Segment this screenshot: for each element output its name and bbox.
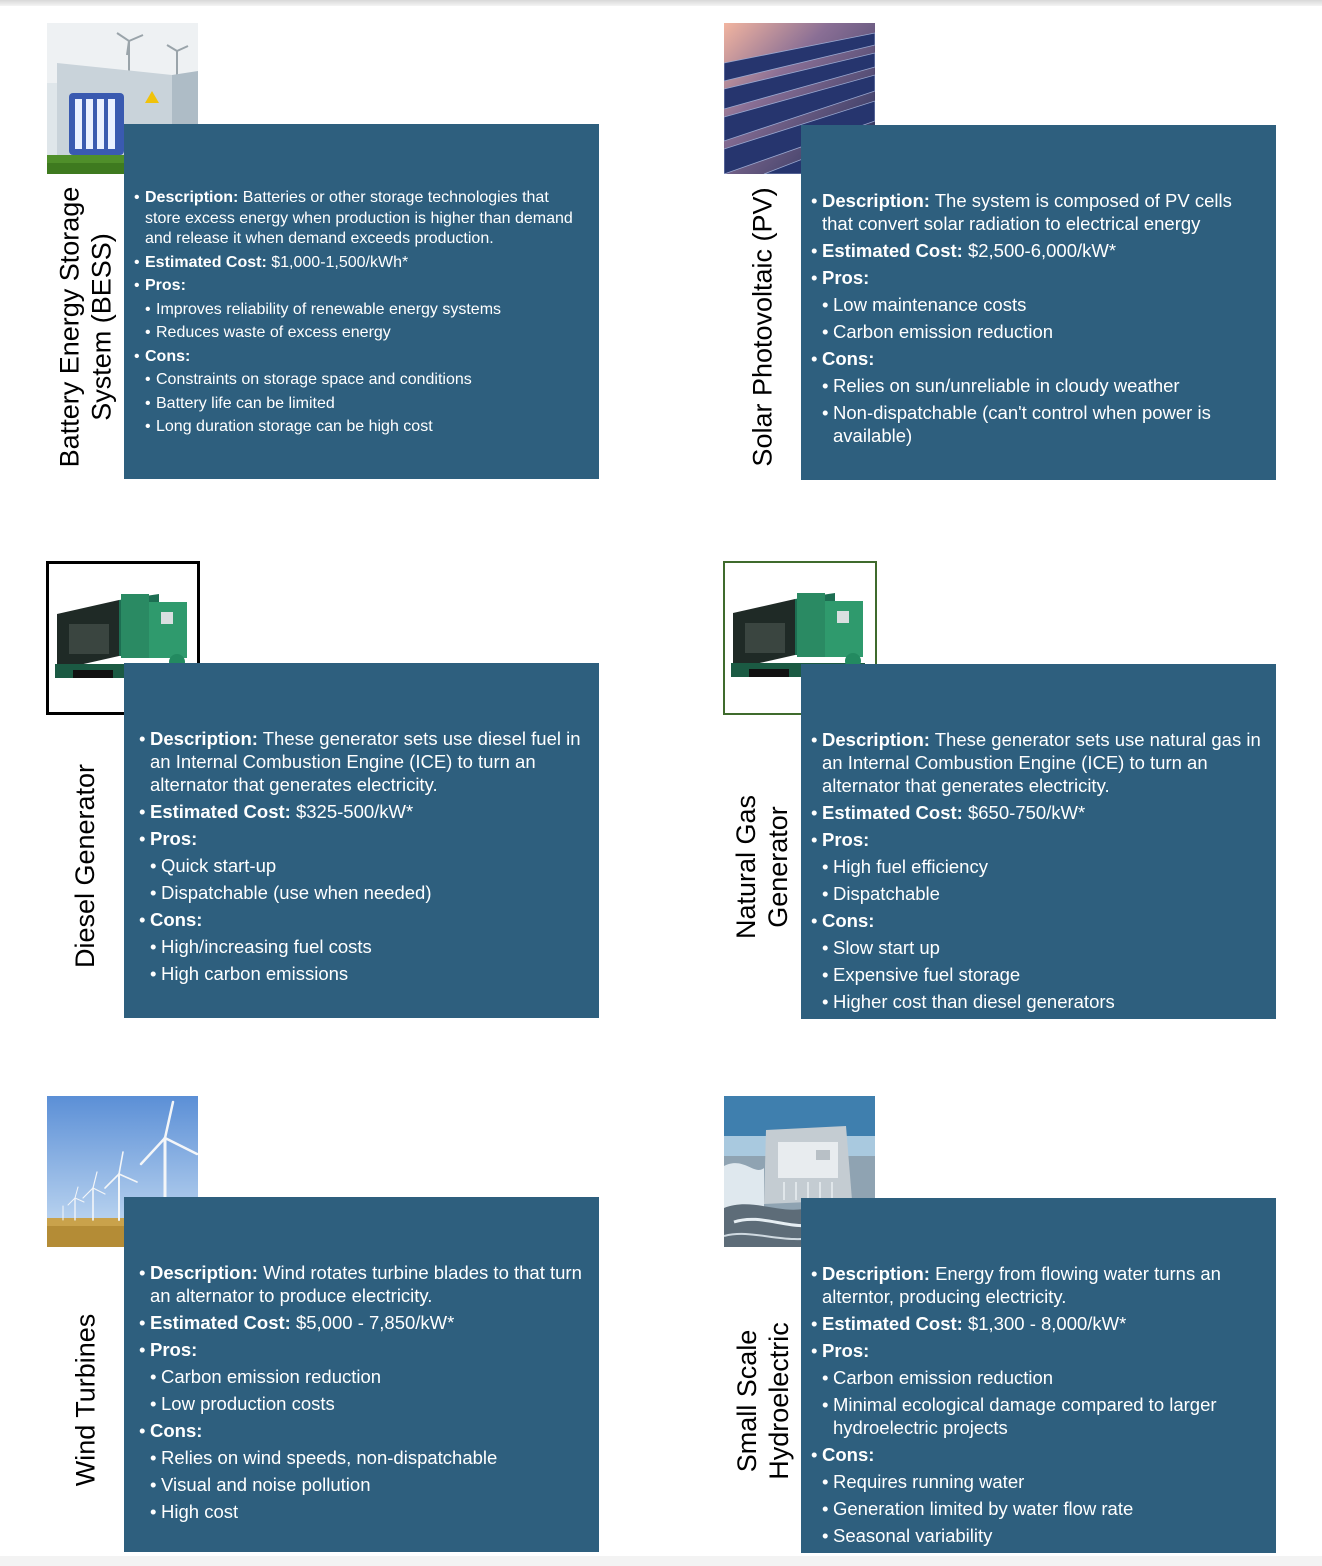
con-item: • Visual and noise pollution [137,1473,587,1496]
con-item: • High cost [137,1500,587,1523]
cons-heading: • Cons: [809,347,1266,370]
con-item: • Long duration storage can be high cost [132,417,585,438]
info-panel [124,1197,599,1552]
cost-item: • Estimated Cost: $650-750/kW* [809,801,1266,824]
info-panel [801,1198,1276,1553]
pros-heading: • Pros: [809,266,1266,289]
info-panel [801,125,1276,480]
con-item: • Relies on wind speeds, non-dispatchable [137,1446,587,1469]
bottom-edge [0,1556,1322,1566]
pros-heading: • Pros: [809,1339,1266,1362]
card-title: Wind Turbines [70,1313,101,1486]
card-title: Small Scale Hydroelectric [731,1321,794,1480]
card-title: Battery Energy Storage System (BESS) [54,186,117,467]
description-item: • Description: The system is composed of PV cells that convert solar radiation to electrical energy [809,189,1266,235]
pros-heading: • Pros: [809,828,1266,851]
pro-item: • Low production costs [137,1392,587,1415]
pro-item: • Reduces waste of excess energy [132,323,585,344]
cost-item: • Estimated Cost: $1,000-1,500/kWh* [132,253,585,274]
con-item: • Battery life can be limited [132,394,585,415]
pro-item: • Minimal ecological damage compared to larger hydroelectric projects [809,1393,1266,1439]
top-edge [0,0,1322,6]
pro-item: • Carbon emission reduction [809,320,1266,343]
pros-heading: • Pros: [137,827,587,850]
cons-heading: • Cons: [137,908,587,931]
info-panel [124,663,599,1018]
cost-item: • Estimated Cost: $5,000 - 7,850/kW* [137,1311,587,1334]
cost-item: • Estimated Cost: $1,300 - 8,000/kW* [809,1312,1266,1335]
con-item: • High/increasing fuel costs [137,935,587,958]
cost-item: • Estimated Cost: $325-500/kW* [137,800,587,823]
cons-heading: • Cons: [132,347,585,368]
con-item: • Slow start up [809,936,1266,959]
con-item: • Seasonal variability [809,1524,1266,1547]
pro-item: • Low maintenance costs [809,293,1266,316]
pro-item: • Dispatchable [809,882,1266,905]
pro-item: • High fuel efficiency [809,855,1266,878]
con-item: • Higher cost than diesel generators [809,990,1266,1013]
pro-item: • Carbon emission reduction [809,1366,1266,1389]
pros-heading: • Pros: [137,1338,587,1361]
card-title: Diesel Generator [70,763,101,968]
description-item: • Description: These generator sets use natural gas in an Internal Combustion Engine (ICE) to turn an alternator that generates electricity. [809,728,1266,797]
info-panel [124,124,599,479]
con-item: • Requires running water [809,1470,1266,1493]
con-item: • Relies on sun/unreliable in cloudy weather [809,374,1266,397]
pros-heading: • Pros: [132,276,585,297]
description-item: • Description: Wind rotates turbine blades to that turn an alternator to produce electricity. [137,1261,587,1307]
pro-item: • Quick start-up [137,854,587,877]
con-item: • Expensive fuel storage [809,963,1266,986]
con-item: • Constraints on storage space and conditions [132,370,585,391]
pro-item: • Carbon emission reduction [137,1365,587,1388]
card-title: Natural Gas Generator [731,794,794,939]
description-item: • Description: These generator sets use diesel fuel in an Internal Combustion Engine (ICE) to turn an alternator that generates electricity. [137,727,587,796]
cons-heading: • Cons: [137,1419,587,1442]
card-title: Solar Photovoltaic (PV) [747,187,778,467]
cons-heading: • Cons: [809,909,1266,932]
description-item: • Description: Energy from flowing water turns an alterntor, producing electricity. [809,1262,1266,1308]
pro-item: • Dispatchable (use when needed) [137,881,587,904]
con-item: • Non-dispatchable (can't control when power is available) [809,401,1266,447]
pro-item: • Improves reliability of renewable energy systems [132,300,585,321]
info-panel [801,664,1276,1019]
description-item: • Description: Batteries or other storage technologies that store excess energy when production is higher than demand and release it when demand exceeds production. [132,188,585,250]
cons-heading: • Cons: [809,1443,1266,1466]
cost-item: • Estimated Cost: $2,500-6,000/kW* [809,239,1266,262]
con-item: • High carbon emissions [137,962,587,985]
con-item: • Generation limited by water flow rate [809,1497,1266,1520]
